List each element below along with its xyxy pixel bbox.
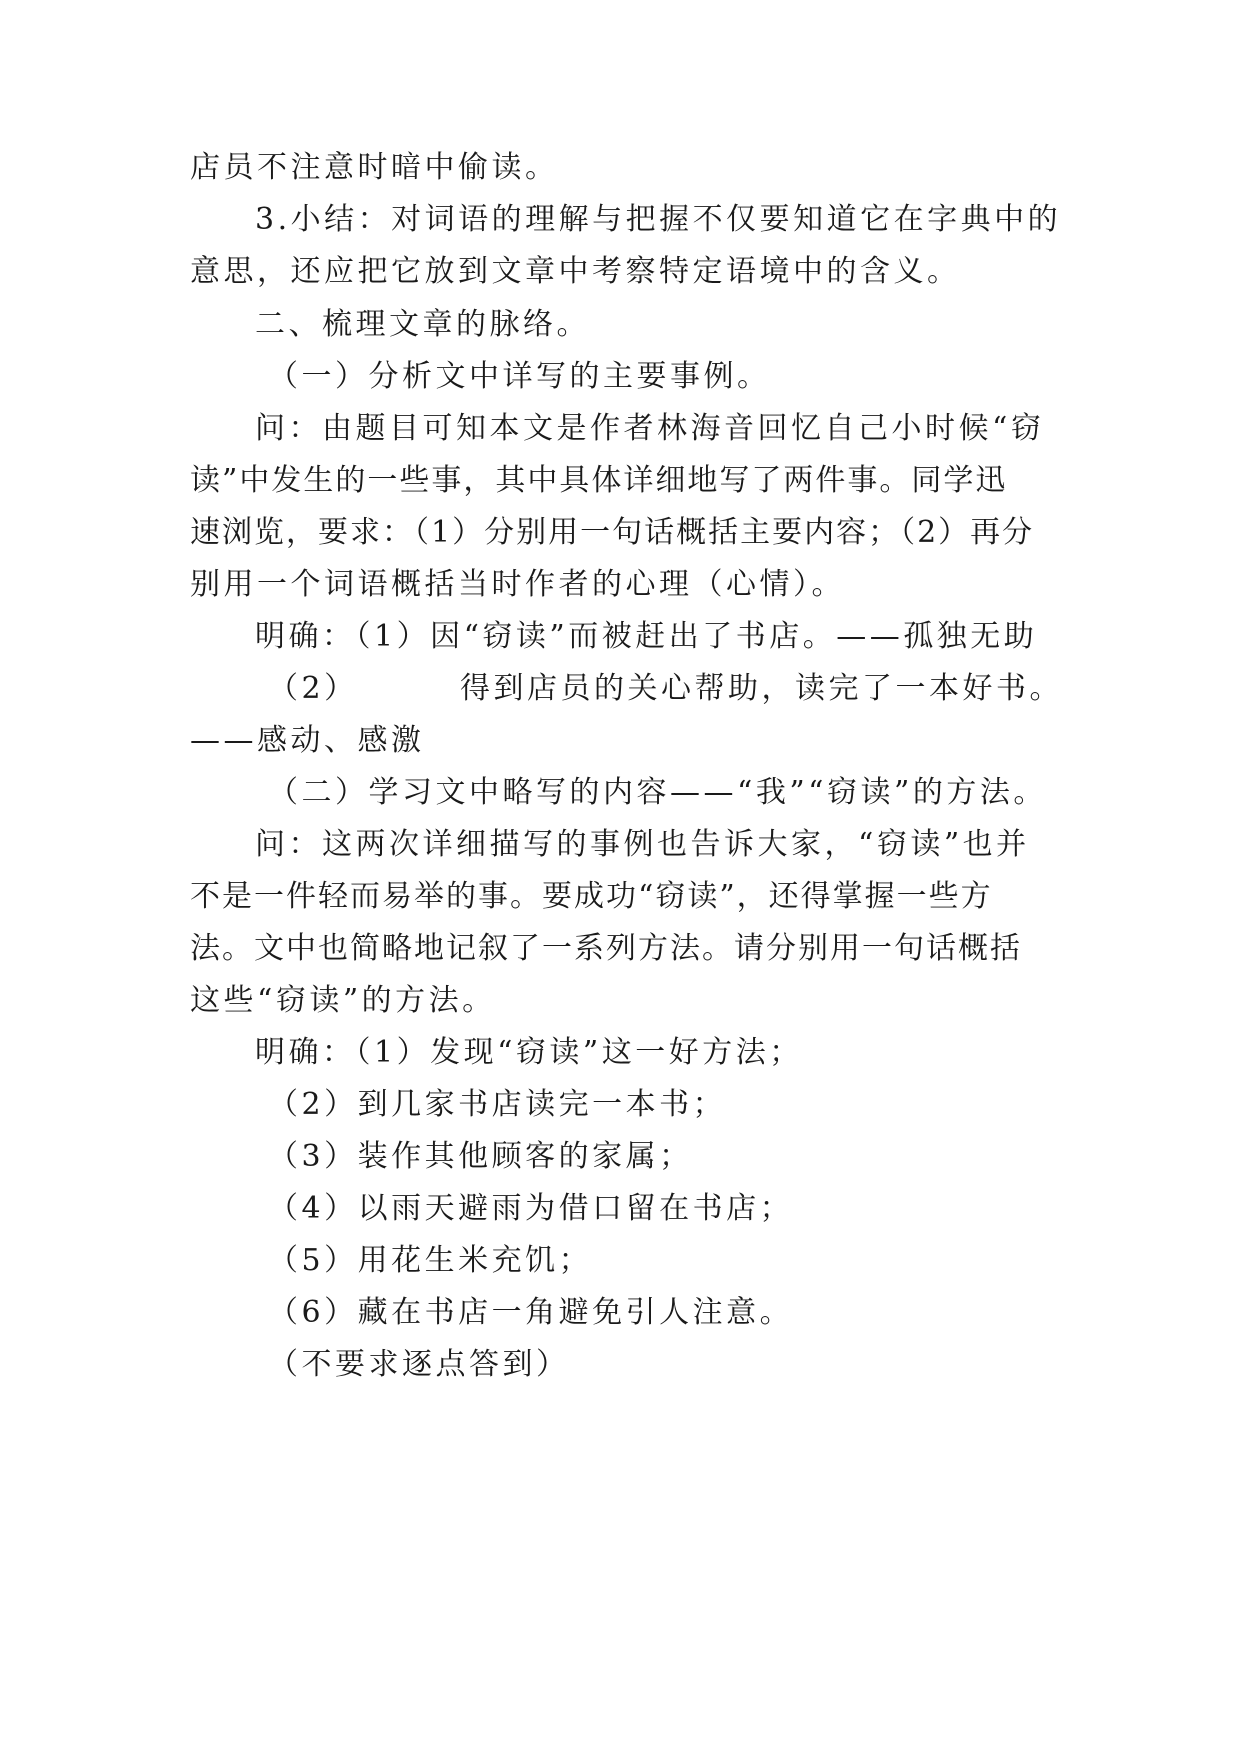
text-line: 读”中发生的一些事，其中具体详细地写了两件事。同学迅 <box>190 463 1008 498</box>
list-item: （3）装作其他顾客的家属； <box>268 1139 693 1174</box>
subsection-heading: （一）分析文中详写的主要事例。 <box>268 359 771 394</box>
subsection-heading: （二）学习文中略写的内容——“我”“窃读”的方法。 <box>268 775 1047 810</box>
text-line: 速浏览，要求：（1）分别用一句话概括主要内容；（2）再分 <box>190 515 1035 550</box>
list-item: （6）藏在书店一角避免引人注意。 <box>268 1295 794 1330</box>
section-heading: 二、梳理文章的脉络。 <box>255 307 590 342</box>
text-line: 问：这两次详细描写的事例也告诉大家，“窃读”也并 <box>255 827 1030 862</box>
text-line: 别用一个词语概括当时作者的心理（心情）。 <box>190 567 845 602</box>
list-item: （2）到几家书店读完一本书； <box>268 1087 727 1122</box>
text-line: 意思，还应把它放到文章中考察特定语境中的含义。 <box>190 254 961 289</box>
list-number: （2） <box>268 671 358 706</box>
list-item: （5）用花生米充饥； <box>268 1243 593 1278</box>
list-item: （4）以雨天避雨为借口留在书店； <box>268 1191 794 1226</box>
text-line: 得到店员的关心帮助，读完了一本好书。 <box>460 671 1063 706</box>
note-line: （不要求逐点答到） <box>268 1347 570 1382</box>
list-item: 明确：（1）发现“窃读”这一好方法； <box>255 1035 803 1070</box>
text-line: 店员不注意时暗中偷读。 <box>190 150 559 185</box>
text-line: 不是一件轻而易举的事。要成功“窃读”，还得掌握一些方 <box>190 879 993 914</box>
text-line: ——感动、感激 <box>190 723 425 758</box>
text-line: 问：由题目可知本文是作者林海音回忆自己小时候“窃 <box>255 411 1045 446</box>
text-line: 明确：（1）因“窃读”而被赶出了书店。——孤独无助 <box>255 619 1038 654</box>
text-line: 这些“窃读”的方法。 <box>190 983 496 1018</box>
text-line: 3.小结：对词语的理解与把握不仅要知道它在字典中的 <box>255 202 1062 237</box>
text-line: 法。文中也简略地记叙了一系列方法。请分别用一句话概括 <box>190 931 1022 966</box>
